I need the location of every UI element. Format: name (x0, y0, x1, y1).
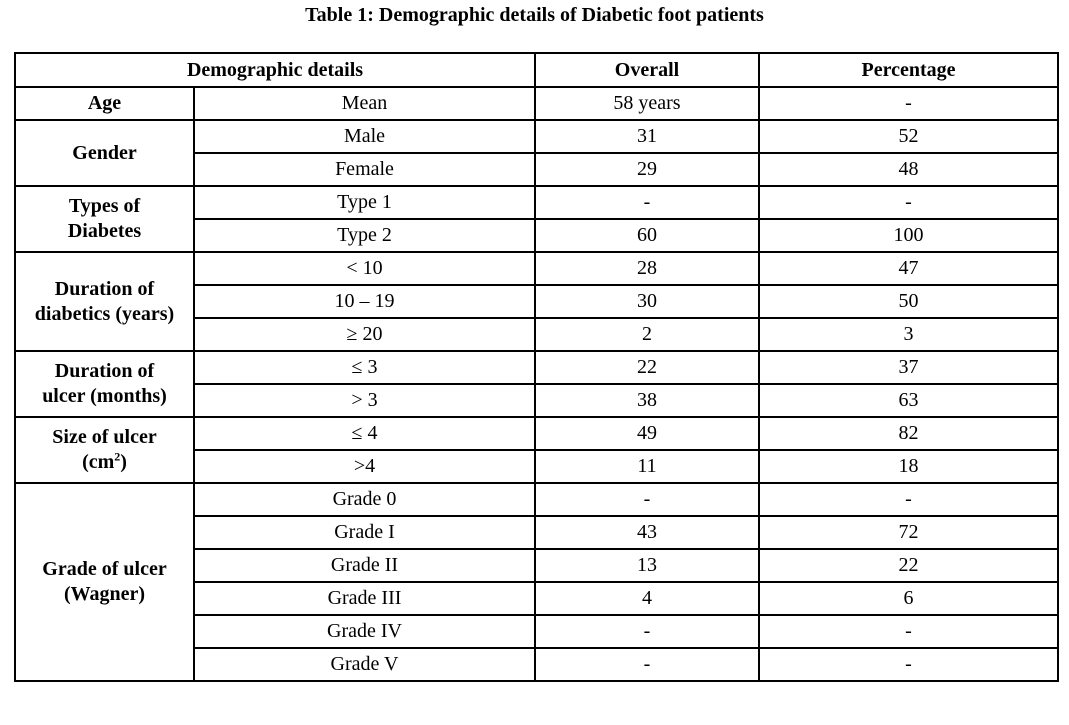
row-percentage: 37 (759, 351, 1058, 384)
row-overall: 4 (535, 582, 759, 615)
group-label-line: (cm (82, 451, 115, 473)
row-percentage: - (759, 648, 1058, 681)
row-overall: 43 (535, 516, 759, 549)
group-label-line: ulcer (months) (42, 385, 167, 407)
row-subcategory: > 3 (194, 384, 535, 417)
row-overall: 22 (535, 351, 759, 384)
row-overall: 29 (535, 153, 759, 186)
row-overall: 58 years (535, 87, 759, 120)
group-label-line: Size of ulcer (52, 426, 157, 448)
row-subcategory: Grade IV (194, 615, 535, 648)
row-subcategory: Grade I (194, 516, 535, 549)
group-label-line: Duration of (54, 277, 155, 300)
row-percentage: 50 (759, 285, 1058, 318)
row-percentage: - (759, 186, 1058, 219)
row-overall: - (535, 483, 759, 516)
group-label-gender: Gender (15, 120, 194, 186)
header-demographic-details: Demographic details (15, 53, 535, 87)
table-row (15, 252, 1058, 285)
row-percentage: 3 (759, 318, 1058, 351)
header-percentage: Percentage (759, 53, 1058, 87)
row-percentage: - (759, 615, 1058, 648)
table-row (15, 351, 1058, 384)
row-overall: - (535, 648, 759, 681)
demographics-table (14, 52, 1059, 682)
row-subcategory: Grade III (194, 582, 535, 615)
header-overall: Overall (535, 53, 759, 87)
row-percentage: 100 (759, 219, 1058, 252)
row-percentage: 47 (759, 252, 1058, 285)
row-percentage: 72 (759, 516, 1058, 549)
header-row (15, 53, 1058, 87)
row-overall: - (535, 186, 759, 219)
group-label-duration-of-diabetics (15, 252, 194, 351)
group-label-grade-of-ulcer (15, 483, 194, 681)
group-label-line: Duration of (54, 360, 155, 382)
row-subcategory: < 10 (194, 252, 535, 285)
row-subcategory: Mean (194, 87, 535, 120)
group-label-types-of-diabetes (15, 186, 194, 252)
row-overall: 11 (535, 450, 759, 483)
row-overall: 13 (535, 549, 759, 582)
row-subcategory: Grade 0 (194, 483, 535, 516)
table-row (15, 483, 1058, 516)
row-overall: 38 (535, 384, 759, 417)
table-row (15, 417, 1058, 450)
group-label-age: Age (15, 87, 194, 120)
group-label-line: diabetics (years) (34, 302, 175, 325)
row-percentage: 22 (759, 549, 1058, 582)
row-overall: 2 (535, 318, 759, 351)
table-body (15, 87, 1058, 681)
row-subcategory: ≥ 20 (194, 318, 535, 351)
row-subcategory: ≤ 3 (194, 351, 535, 384)
row-percentage: - (759, 483, 1058, 516)
row-subcategory: 10 – 19 (194, 285, 535, 318)
row-subcategory: >4 (194, 450, 535, 483)
group-label-tail: ) (120, 451, 127, 473)
table-row (15, 120, 1058, 153)
group-label-line: Types of (68, 195, 141, 217)
row-percentage: 6 (759, 582, 1058, 615)
row-subcategory: Type 1 (194, 186, 535, 219)
row-percentage: - (759, 87, 1058, 120)
row-overall: 60 (535, 219, 759, 252)
row-overall: 28 (535, 252, 759, 285)
row-subcategory: Grade II (194, 549, 535, 582)
row-percentage: 82 (759, 417, 1058, 450)
group-label-superscript: 2 (114, 449, 121, 464)
row-subcategory: Grade V (194, 648, 535, 681)
group-label-size-of-ulcer (15, 417, 194, 483)
table-caption: Table 1: Demographic details of Diabetic foot patients (305, 4, 764, 26)
row-subcategory: ≤ 4 (194, 417, 535, 450)
row-percentage: 48 (759, 153, 1058, 186)
group-label-duration-of-ulcer (15, 351, 194, 417)
row-subcategory: Type 2 (194, 219, 535, 252)
group-label-line: (Wagner) (63, 583, 146, 605)
row-subcategory: Male (194, 120, 535, 153)
row-percentage: 18 (759, 450, 1058, 483)
table-row (15, 87, 1058, 120)
row-percentage: 63 (759, 384, 1058, 417)
row-percentage: 52 (759, 120, 1058, 153)
table-row (15, 186, 1058, 219)
group-label-line: Grade of ulcer (42, 558, 167, 580)
group-label-line: Diabetes (67, 220, 142, 242)
row-overall: - (535, 615, 759, 648)
row-subcategory: Female (194, 153, 535, 186)
row-overall: 31 (535, 120, 759, 153)
row-overall: 30 (535, 285, 759, 318)
row-overall: 49 (535, 417, 759, 450)
